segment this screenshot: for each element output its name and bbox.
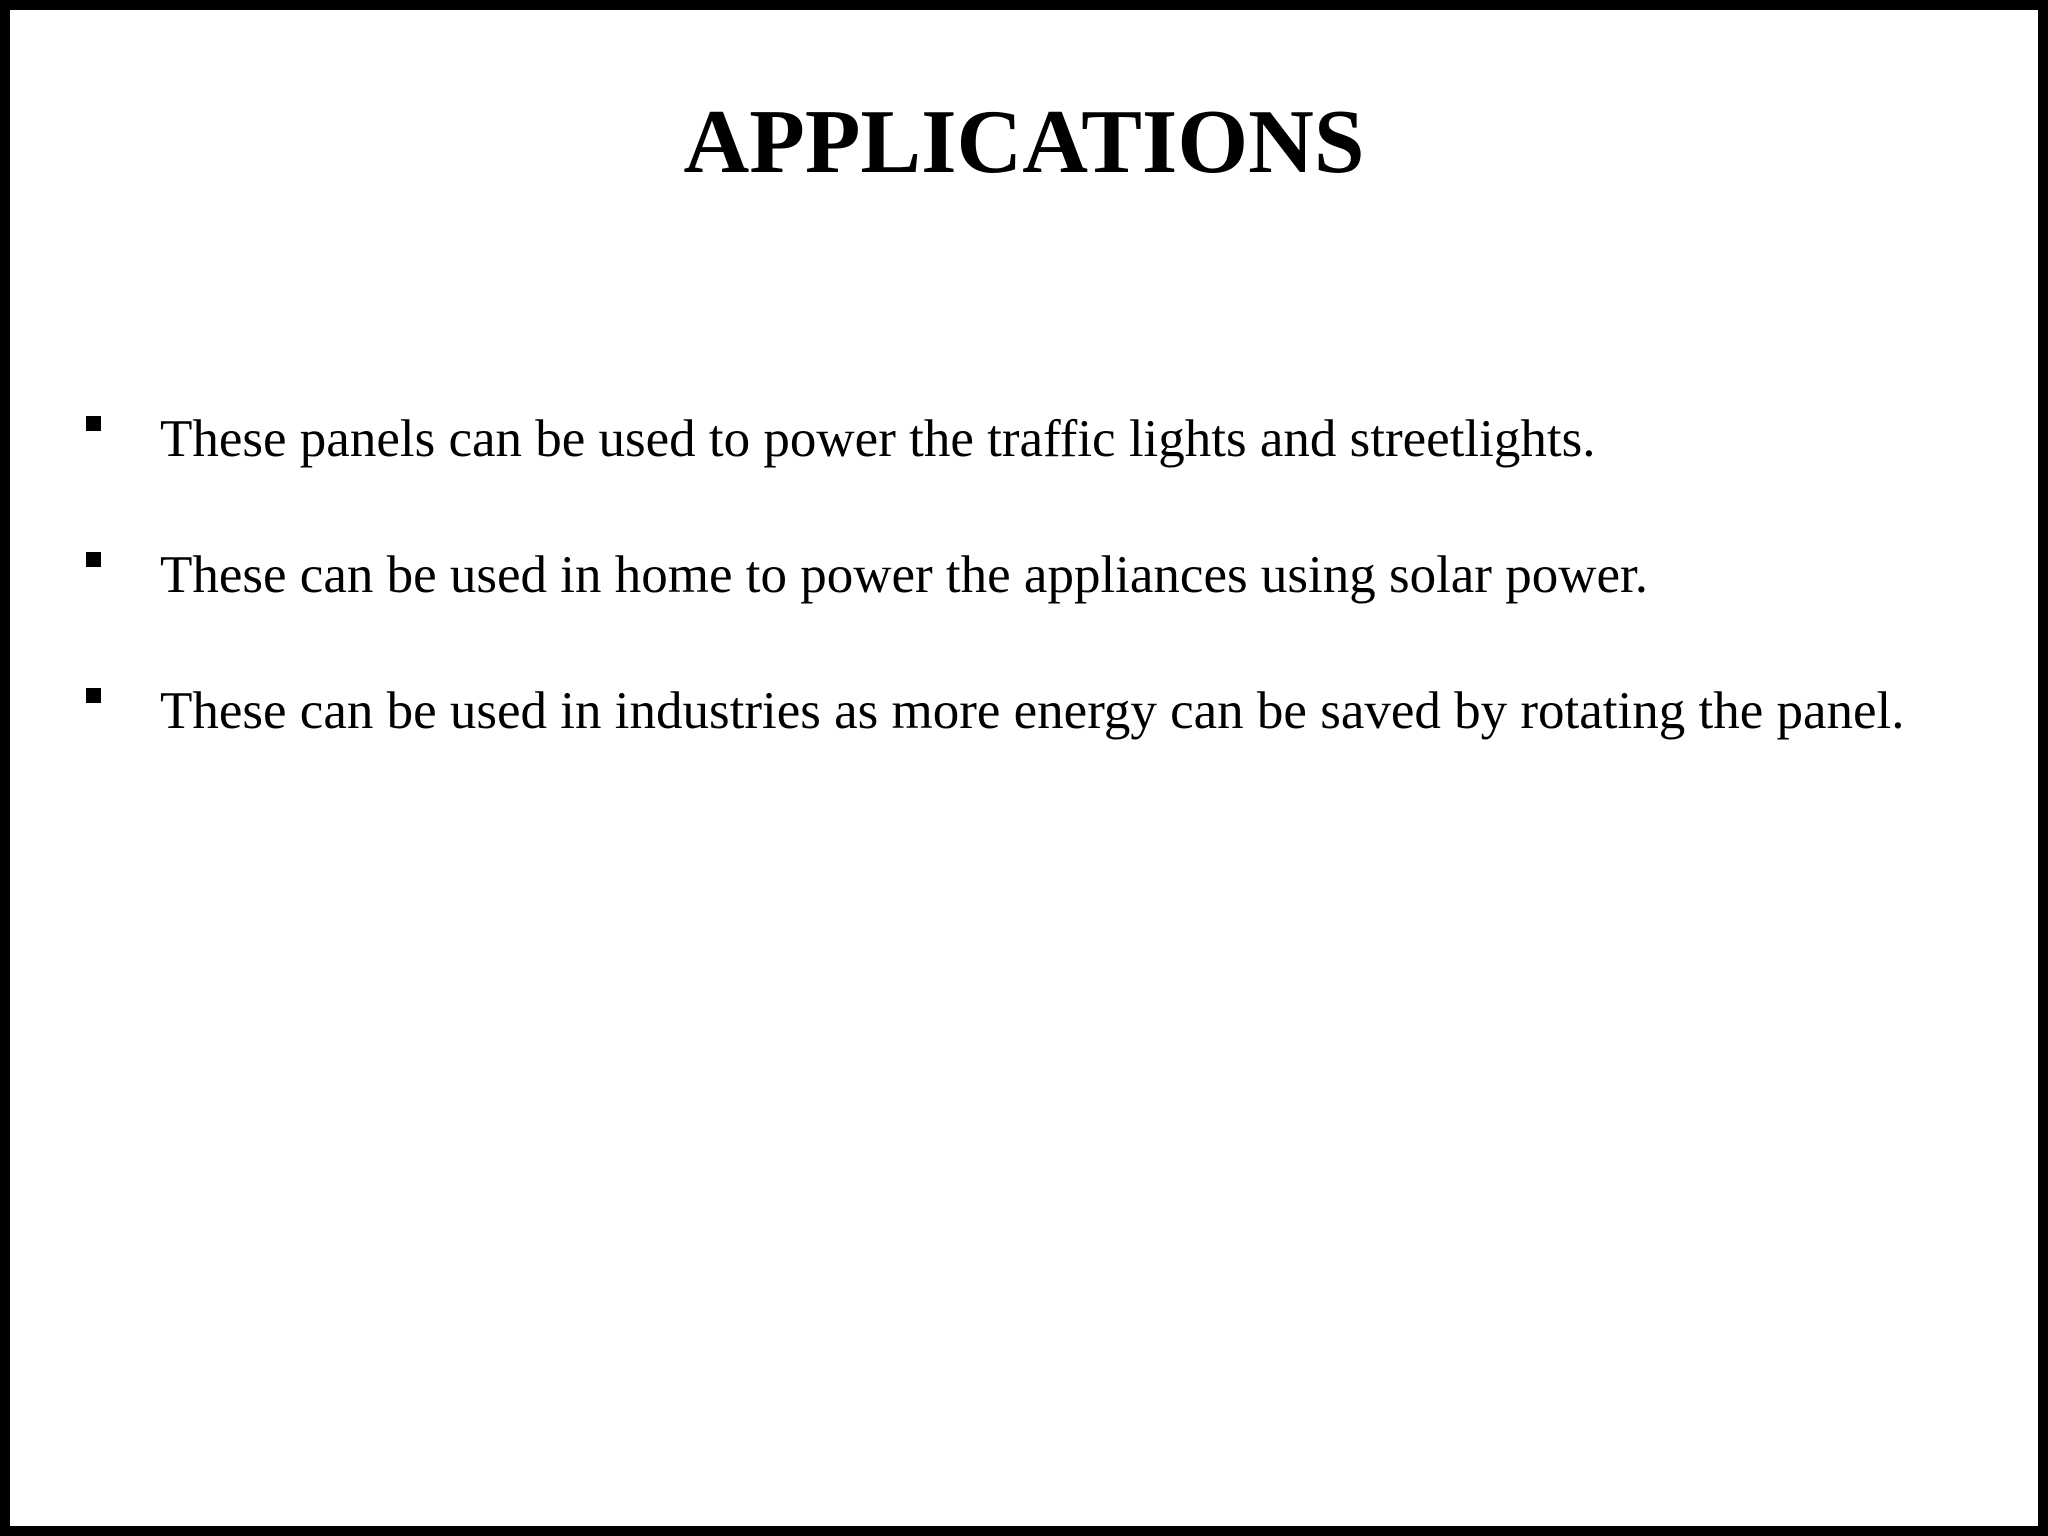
bullet-text: These can be used in industries as more energy can be saved by rotating the panel. — [160, 682, 1905, 740]
bullet-list — [10, 10, 2038, 1526]
square-bullet-icon — [86, 688, 101, 703]
slide-title: APPLICATIONS — [683, 91, 1365, 192]
square-bullet-icon — [86, 552, 101, 567]
bullet-text: These panels can be used to power the traffic lights and streetlights. — [160, 410, 1596, 468]
bullet-text: These can be used in home to power the appliances using solar power. — [160, 546, 1648, 604]
square-bullet-icon — [86, 416, 101, 431]
